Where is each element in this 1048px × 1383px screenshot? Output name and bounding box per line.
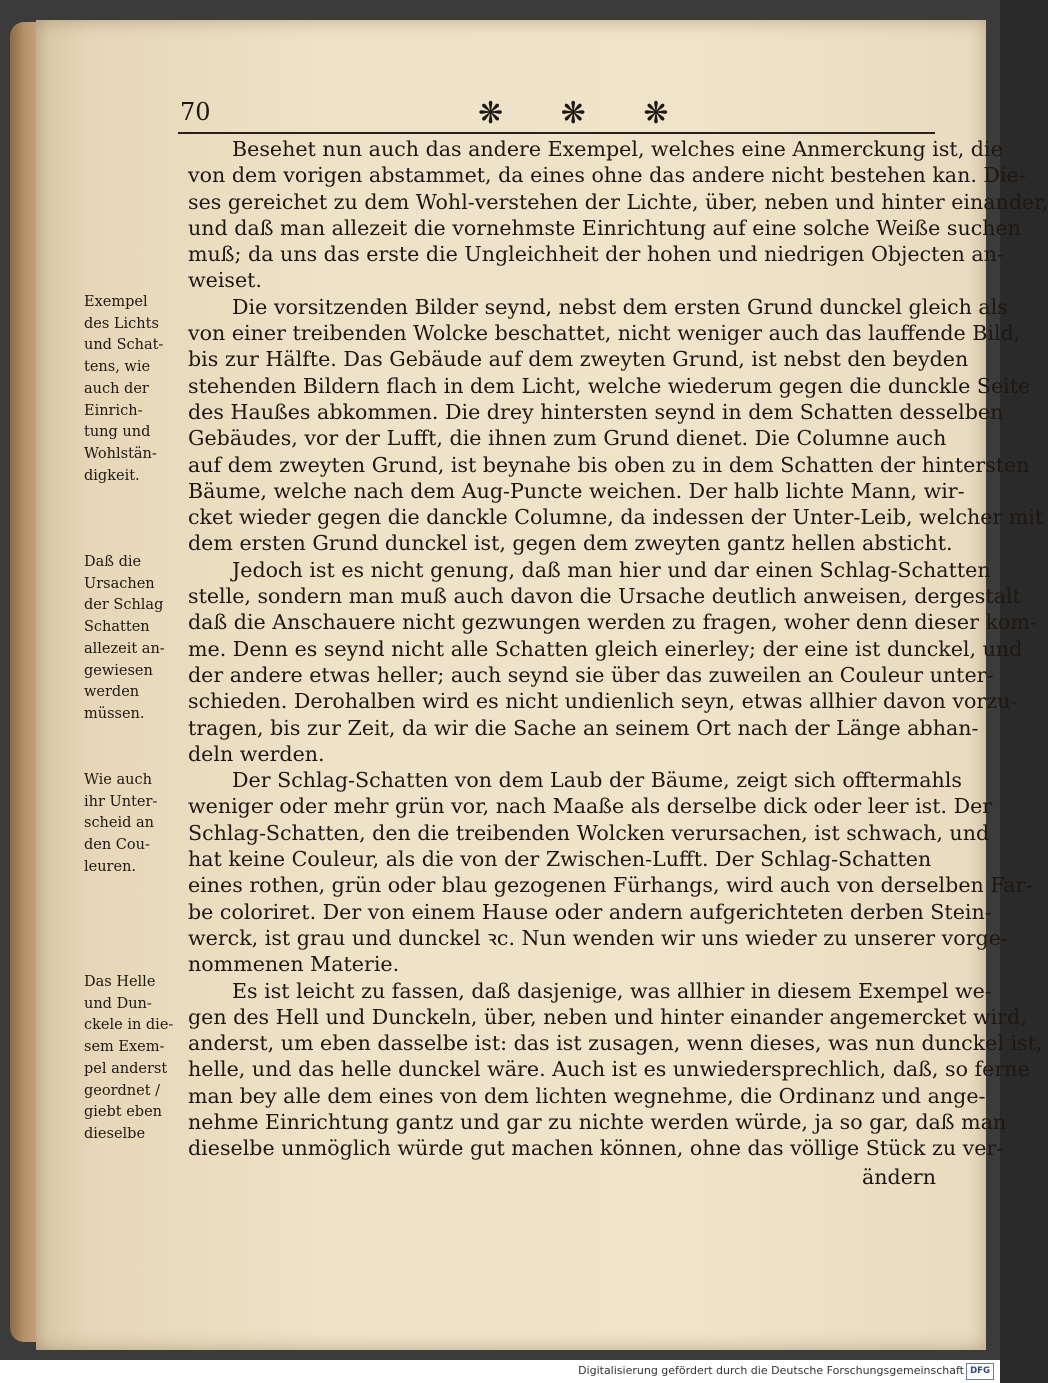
text-line: man bey alle dem eines von dem lichten wegnehme, die Ordinanz und ange-	[188, 1083, 986, 1108]
catchword: ändern	[862, 1165, 937, 1189]
margin-note-line: scheid an	[84, 815, 154, 832]
margin-note-line: des Lichts	[84, 315, 159, 332]
margin-note-line: und Dun-	[84, 995, 152, 1012]
text-line: Gebäudes, vor der Lufft, die ihnen zum Grund dienet. Die Columne auch	[188, 426, 947, 451]
margin-note-line: leuren.	[84, 858, 137, 875]
margin-note-line: Schatten	[84, 619, 150, 636]
text-line: me. Denn es seynd nicht alle Schatten gleich einerley; der eine ist dunckel, und	[188, 636, 1023, 661]
text-line: bis zur Hälfte. Das Gebäude auf dem zweyten Grund, ist nebst den beyden	[188, 347, 969, 372]
header-ornament: ❋ ❋ ❋	[478, 96, 693, 131]
header-rule	[178, 132, 935, 134]
text-line: daß die Anschauere nicht gezwungen werden zu fragen, woher denn dieser kom-	[188, 610, 1037, 635]
margin-note-line: Einrich-	[84, 402, 143, 419]
margin-note-line: werden	[84, 684, 140, 701]
text-line: von einer treibenden Wolcke beschattet, nicht weniger auch das lauffende Bild,	[188, 321, 1021, 346]
text-line: dieselbe unmöglich würde gut machen können, ohne das völlige Stück zu ver-	[188, 1136, 1004, 1161]
text-line: Besehet nun auch das andere Exempel, welches eine Anmerckung ist, die	[232, 137, 1003, 161]
text-line: deln werden.	[188, 741, 325, 766]
margin-note-line: giebt eben	[84, 1104, 163, 1121]
text-line: ses gereichet zu dem Wohl-verstehen der Lichte, über, neben und hinter einander,	[188, 189, 1048, 214]
text-line: eines rothen, grün oder blau gezogenen Fürhangs, wird auch von derselben Far-	[188, 873, 1033, 898]
text-line: Bäume, welche nach dem Aug-Puncte weichen. Der halb lichte Mann, wir-	[188, 478, 965, 503]
text-line: be coloriret. Der von einem Hause oder andern aufgerichteten derben Stein-	[188, 899, 992, 924]
funding-notice: Digitalisierung gefördert durch die Deutsche Forschungsgemeinschaft	[578, 1364, 964, 1377]
text-line: anderst, um eben dasselbe ist: das ist zusagen, wenn dieses, was nun dunckel ist,	[188, 1031, 1043, 1056]
text-line: Jedoch ist es nicht genung, daß man hier und dar einen Schlag-Schatten	[232, 557, 991, 582]
text-line: muß; da uns das erste die Ungleichheit der hohen und niedrigen Objecten an-	[188, 242, 1004, 267]
paragraph-5	[188, 978, 1043, 1162]
margin-note-line: Wie auch	[84, 772, 152, 788]
margin-note-2	[84, 552, 176, 726]
margin-note-line: allezeit an-	[84, 640, 165, 657]
margin-note-line: den Cou-	[84, 837, 150, 854]
margin-note-line: Exempel	[84, 294, 148, 310]
text-line: nehme Einrichtung gantz und gar zu nichte werden würde, ja so gar, daß man	[188, 1109, 1007, 1134]
margin-note-line: tung und	[84, 424, 151, 441]
text-line: auf dem zweyten Grund, ist beynahe bis oben zu in dem Schatten der hintersten	[188, 452, 1030, 477]
margin-note-line: gewiesen	[84, 662, 153, 679]
margin-note-1	[84, 292, 176, 487]
margin-note-line: ihr Unter-	[84, 793, 158, 810]
paragraph-4	[188, 767, 1033, 977]
text-line: von dem vorigen abstammet, da eines ohne das andere nicht bestehen kan. Die-	[188, 163, 1026, 188]
margin-note-line: auch der	[84, 380, 149, 397]
text-line: dem ersten Grund dunckel ist, gegen dem zweyten gantz hellen absticht.	[188, 531, 953, 556]
margin-note-line: pel anderst	[84, 1060, 168, 1077]
text-line: schieden. Derohalben wird es nicht undienlich seyn, etwas allhier davon vorzu-	[188, 689, 1018, 714]
margin-note-line: dieselbe	[84, 1125, 146, 1142]
margin-note-line: und Schat-	[84, 337, 164, 354]
margin-note-line: müssen.	[84, 705, 145, 722]
text-line: nommenen Materie.	[188, 952, 400, 977]
text-line: stehenden Bildern flach in dem Licht, welche wiederum gegen die dunckle Seite	[188, 373, 1031, 398]
paragraph-1	[188, 136, 1048, 294]
margin-note-line: Wohlstän-	[84, 445, 157, 462]
margin-note-line: ckele in die-	[84, 1017, 174, 1034]
text-line: weniger oder mehr grün vor, nach Maaße als derselbe dick oder leer ist. Der	[188, 794, 993, 819]
text-line: weiset.	[188, 268, 262, 293]
text-line: cket wieder gegen die danckle Columne, da indessen der Unter-Leib, welcher mit	[188, 505, 1044, 530]
page-number: 70	[180, 98, 211, 126]
text-line: tragen, bis zur Zeit, da wir die Sache an seinem Ort nach der Länge abhan-	[188, 715, 979, 740]
text-line: helle, und das helle dunckel wäre. Auch ist es unwiedersprechlich, daß, so ferne	[188, 1057, 1030, 1082]
margin-note-4	[84, 972, 176, 1146]
paragraph-2	[188, 294, 1044, 557]
text-line: werck, ist grau und dunckel ꝛc. Nun wenden wir uns wieder zu unserer vorge-	[188, 925, 1008, 950]
margin-note-line: der Schlag	[84, 597, 164, 614]
main-text	[188, 136, 1048, 1162]
text-line: des Haußes abkommen. Die drey hintersten seynd in dem Schatten desselben	[188, 399, 1004, 424]
margin-note-line: digkeit.	[84, 467, 140, 484]
text-line: Es ist leicht zu fassen, daß dasjenige, was allhier in diesem Exempel we-	[232, 978, 992, 1003]
margin-note-line: Daß die	[84, 554, 142, 570]
margin-note-line: geordnet /	[84, 1082, 161, 1099]
text-line: Die vorsitzenden Bilder seynd, nebst dem ersten Grund dunckel gleich als	[232, 294, 1008, 319]
dfg-logo: DFG	[966, 1363, 994, 1380]
margin-note-line: tens, wie	[84, 359, 151, 376]
margin-note-line: Das Helle	[84, 974, 156, 990]
text-line: Der Schlag-Schatten von dem Laub der Bäume, zeigt sich offtermahls	[232, 768, 962, 793]
footer-bar	[0, 1360, 1000, 1383]
text-line: stelle, sondern man muß auch davon die Ursache deutlich anweisen, dergestalt	[188, 584, 1021, 609]
text-line: Schlag-Schatten, den die treibenden Wolcken verursachen, ist schwach, und	[188, 820, 990, 845]
margin-note-line: sem Exem-	[84, 1039, 165, 1056]
paragraph-3	[188, 557, 1037, 767]
margin-note-3	[84, 770, 176, 879]
text-line: gen des Hell und Dunckeln, über, neben und hinter einander angemercket wird,	[188, 1004, 1027, 1029]
text-line: der andere etwas heller; auch seynd sie über das zuweilen an Couleur unter-	[188, 662, 994, 687]
margin-note-line: Ursachen	[84, 575, 155, 592]
text-line: hat keine Couleur, als die von der Zwischen-Lufft. Der Schlag-Schatten	[188, 847, 932, 872]
text-line: und daß man allezeit die vornehmste Einrichtung auf eine solche Weiße suchen	[188, 215, 1021, 240]
